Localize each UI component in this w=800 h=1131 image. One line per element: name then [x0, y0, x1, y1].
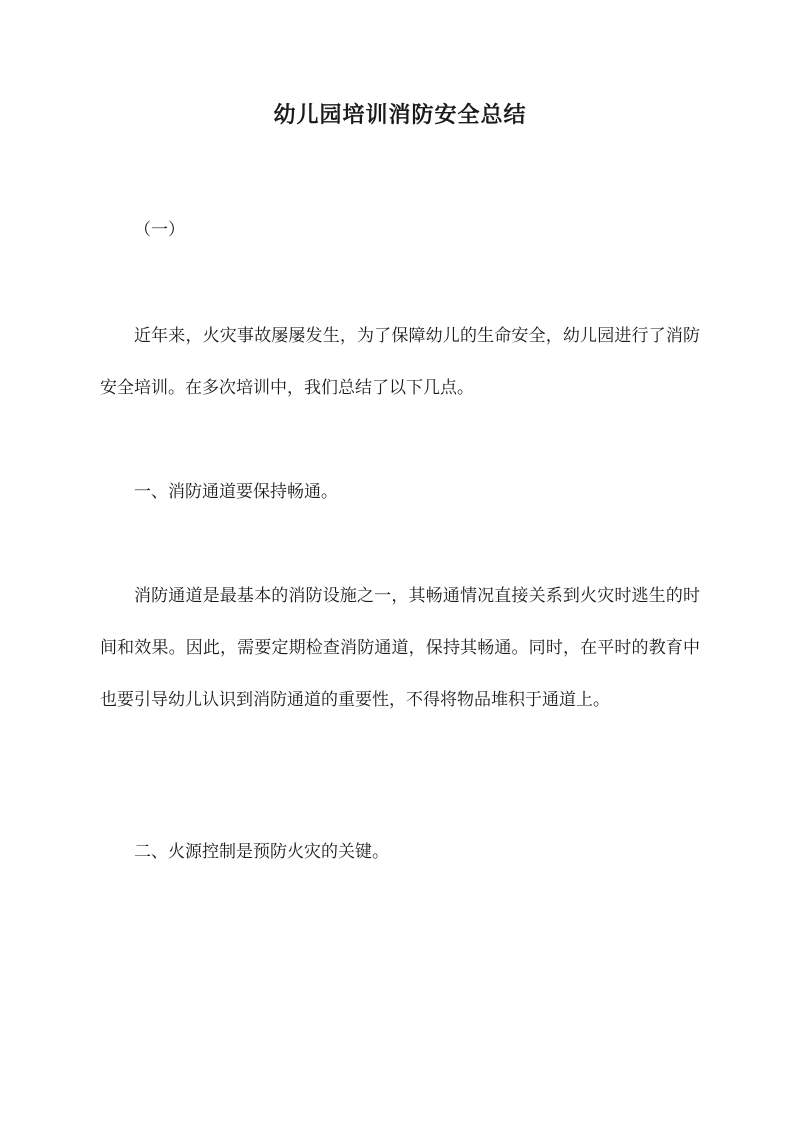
point1-heading: 一、消防通道要保持畅通。 [134, 482, 338, 502]
point1-body: 消防通道是最基本的消防设施之一，其畅通情况直接关系到火灾时逃生的时间和效果。因此，需要定期检查消防通道，保持其畅通。同时，在平时的教育中也要引导幼儿认识到消防通道的重要性，不得将物品堆积于通道上。 [100, 586, 700, 710]
section-number: （一） [134, 220, 185, 240]
document-title: 幼儿园培训消防安全总结 [273, 102, 527, 128]
point2-heading: 二、火源控制是预防火灾的关键。 [134, 842, 389, 862]
intro-paragraph: 近年来，火灾事故屡屡发生，为了保障幼儿的生命安全，幼儿园进行了消防安全培训。在多次培训中，我们总结了以下几点。 [100, 326, 700, 398]
